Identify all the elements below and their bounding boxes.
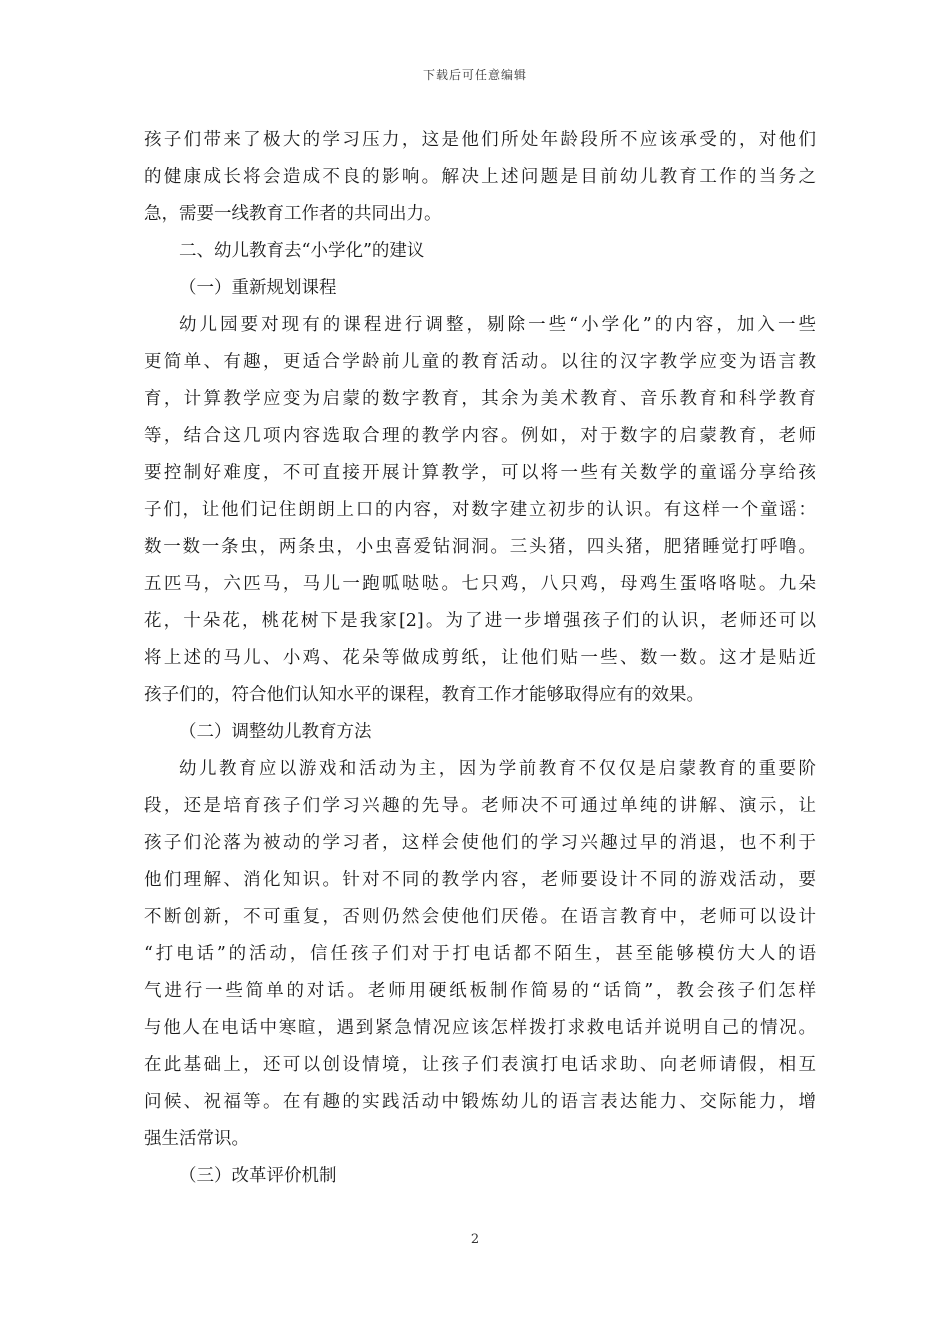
paragraph-line: 花，十朵花，桃花树下是我家[2]。为了进一步增强孩子们的认识，老师还可以 (144, 611, 816, 631)
paragraph-line: 更简单、有趣，更适合学龄前儿童的教育活动。以往的汉字教学应变为语言教 (144, 352, 816, 372)
page-header: 下载后可任意编辑 (422, 68, 527, 82)
body-text (144, 122, 816, 1195)
paragraph-line: 的健康成长将会造成不良的影响。解决上述问题是目前幼儿教育工作的当务之 (144, 167, 816, 187)
paragraph-line: 不断创新，不可重复，否则仍然会使他们厌倦。在语言教育中，老师可以设计 (144, 907, 816, 927)
paragraph-line: 将上述的马儿、小鸡、花朵等做成剪纸，让他们贴一些、数一数。这才是贴近 (144, 648, 816, 668)
paragraph-line: “打电话”的活动，信任孩子们对于打电话都不陌生，甚至能够模仿大人的语 (144, 944, 816, 964)
paragraph-line: 问候、祝福等。在有趣的实践活动中锻炼幼儿的语言表达能力、交际能力，增 (144, 1092, 816, 1112)
section-heading: 二、幼儿教育去“小学化”的建议 (179, 241, 425, 261)
paragraph-line: 幼儿教育应以游戏和活动为主，因为学前教育不仅仅是启蒙教育的重要阶 (179, 759, 816, 779)
paragraph-line: 幼儿园要对现有的课程进行调整，剔除一些“小学化”的内容，加入一些 (179, 315, 816, 335)
paragraph-line: 等，结合这几项内容选取合理的教学内容。例如，对于数字的启蒙教育，老师 (144, 426, 816, 446)
paragraph-line: 孩子们的，符合他们认知水平的课程，教育工作才能够取得应有的效果。 (144, 685, 704, 705)
paragraph-line: 急，需要一线教育工作者的共同出力。 (144, 204, 442, 224)
paragraph-line: 孩子们沦落为被动的学习者，这样会使他们的学习兴趣过早的消退，也不利于 (144, 833, 816, 853)
paragraph-line: 强生活常识。 (144, 1129, 249, 1149)
paragraph-line: 数一数一条虫，两条虫，小虫喜爱钻洞洞。三头猪，四头猪，肥猪睡觉打呼噜。 (144, 537, 816, 557)
paragraph-line: 子们，让他们记住朗朗上口的内容，对数字建立初步的认识。有这样一个童谣： (144, 500, 816, 520)
paragraph-line: 与他人在电话中寒暄，遇到紧急情况应该怎样拨打求救电话并说明自己的情况。 (144, 1018, 816, 1038)
subsection-heading: （二）调整幼儿教育方法 (179, 722, 372, 742)
paragraph-line: 孩子们带来了极大的学习压力，这是他们所处年龄段所不应该承受的，对他们 (144, 130, 816, 150)
paragraph-line: 要控制好难度，不可直接开展计算教学，可以将一些有关数学的童谣分享给孩 (144, 463, 816, 483)
paragraph-line: 段，还是培育孩子们学习兴趣的先导。老师决不可通过单纯的讲解、演示，让 (144, 796, 816, 816)
subsection-heading: （三）改革评价机制 (179, 1166, 337, 1186)
paragraph-line: 育，计算教学应变为启蒙的数字教育，其余为美术教育、音乐教育和科学教育 (144, 389, 816, 409)
paragraph-line: 五匹马，六匹马，马儿一跑呱哒哒。七只鸡，八只鸡，母鸡生蛋咯咯哒。九朵 (144, 574, 816, 594)
paragraph-line: 他们理解、消化知识。针对不同的教学内容，老师要设计不同的游戏活动，要 (144, 870, 816, 890)
subsection-heading: （一）重新规划课程 (179, 278, 337, 298)
page-number: 2 (470, 1232, 480, 1247)
paragraph-line: 气进行一些简单的对话。老师用硬纸板制作简易的“话筒”，教会孩子们怎样 (144, 981, 816, 1001)
paragraph-line: 在此基础上，还可以创设情境，让孩子们表演打电话求助、向老师请假，相互 (144, 1055, 816, 1075)
